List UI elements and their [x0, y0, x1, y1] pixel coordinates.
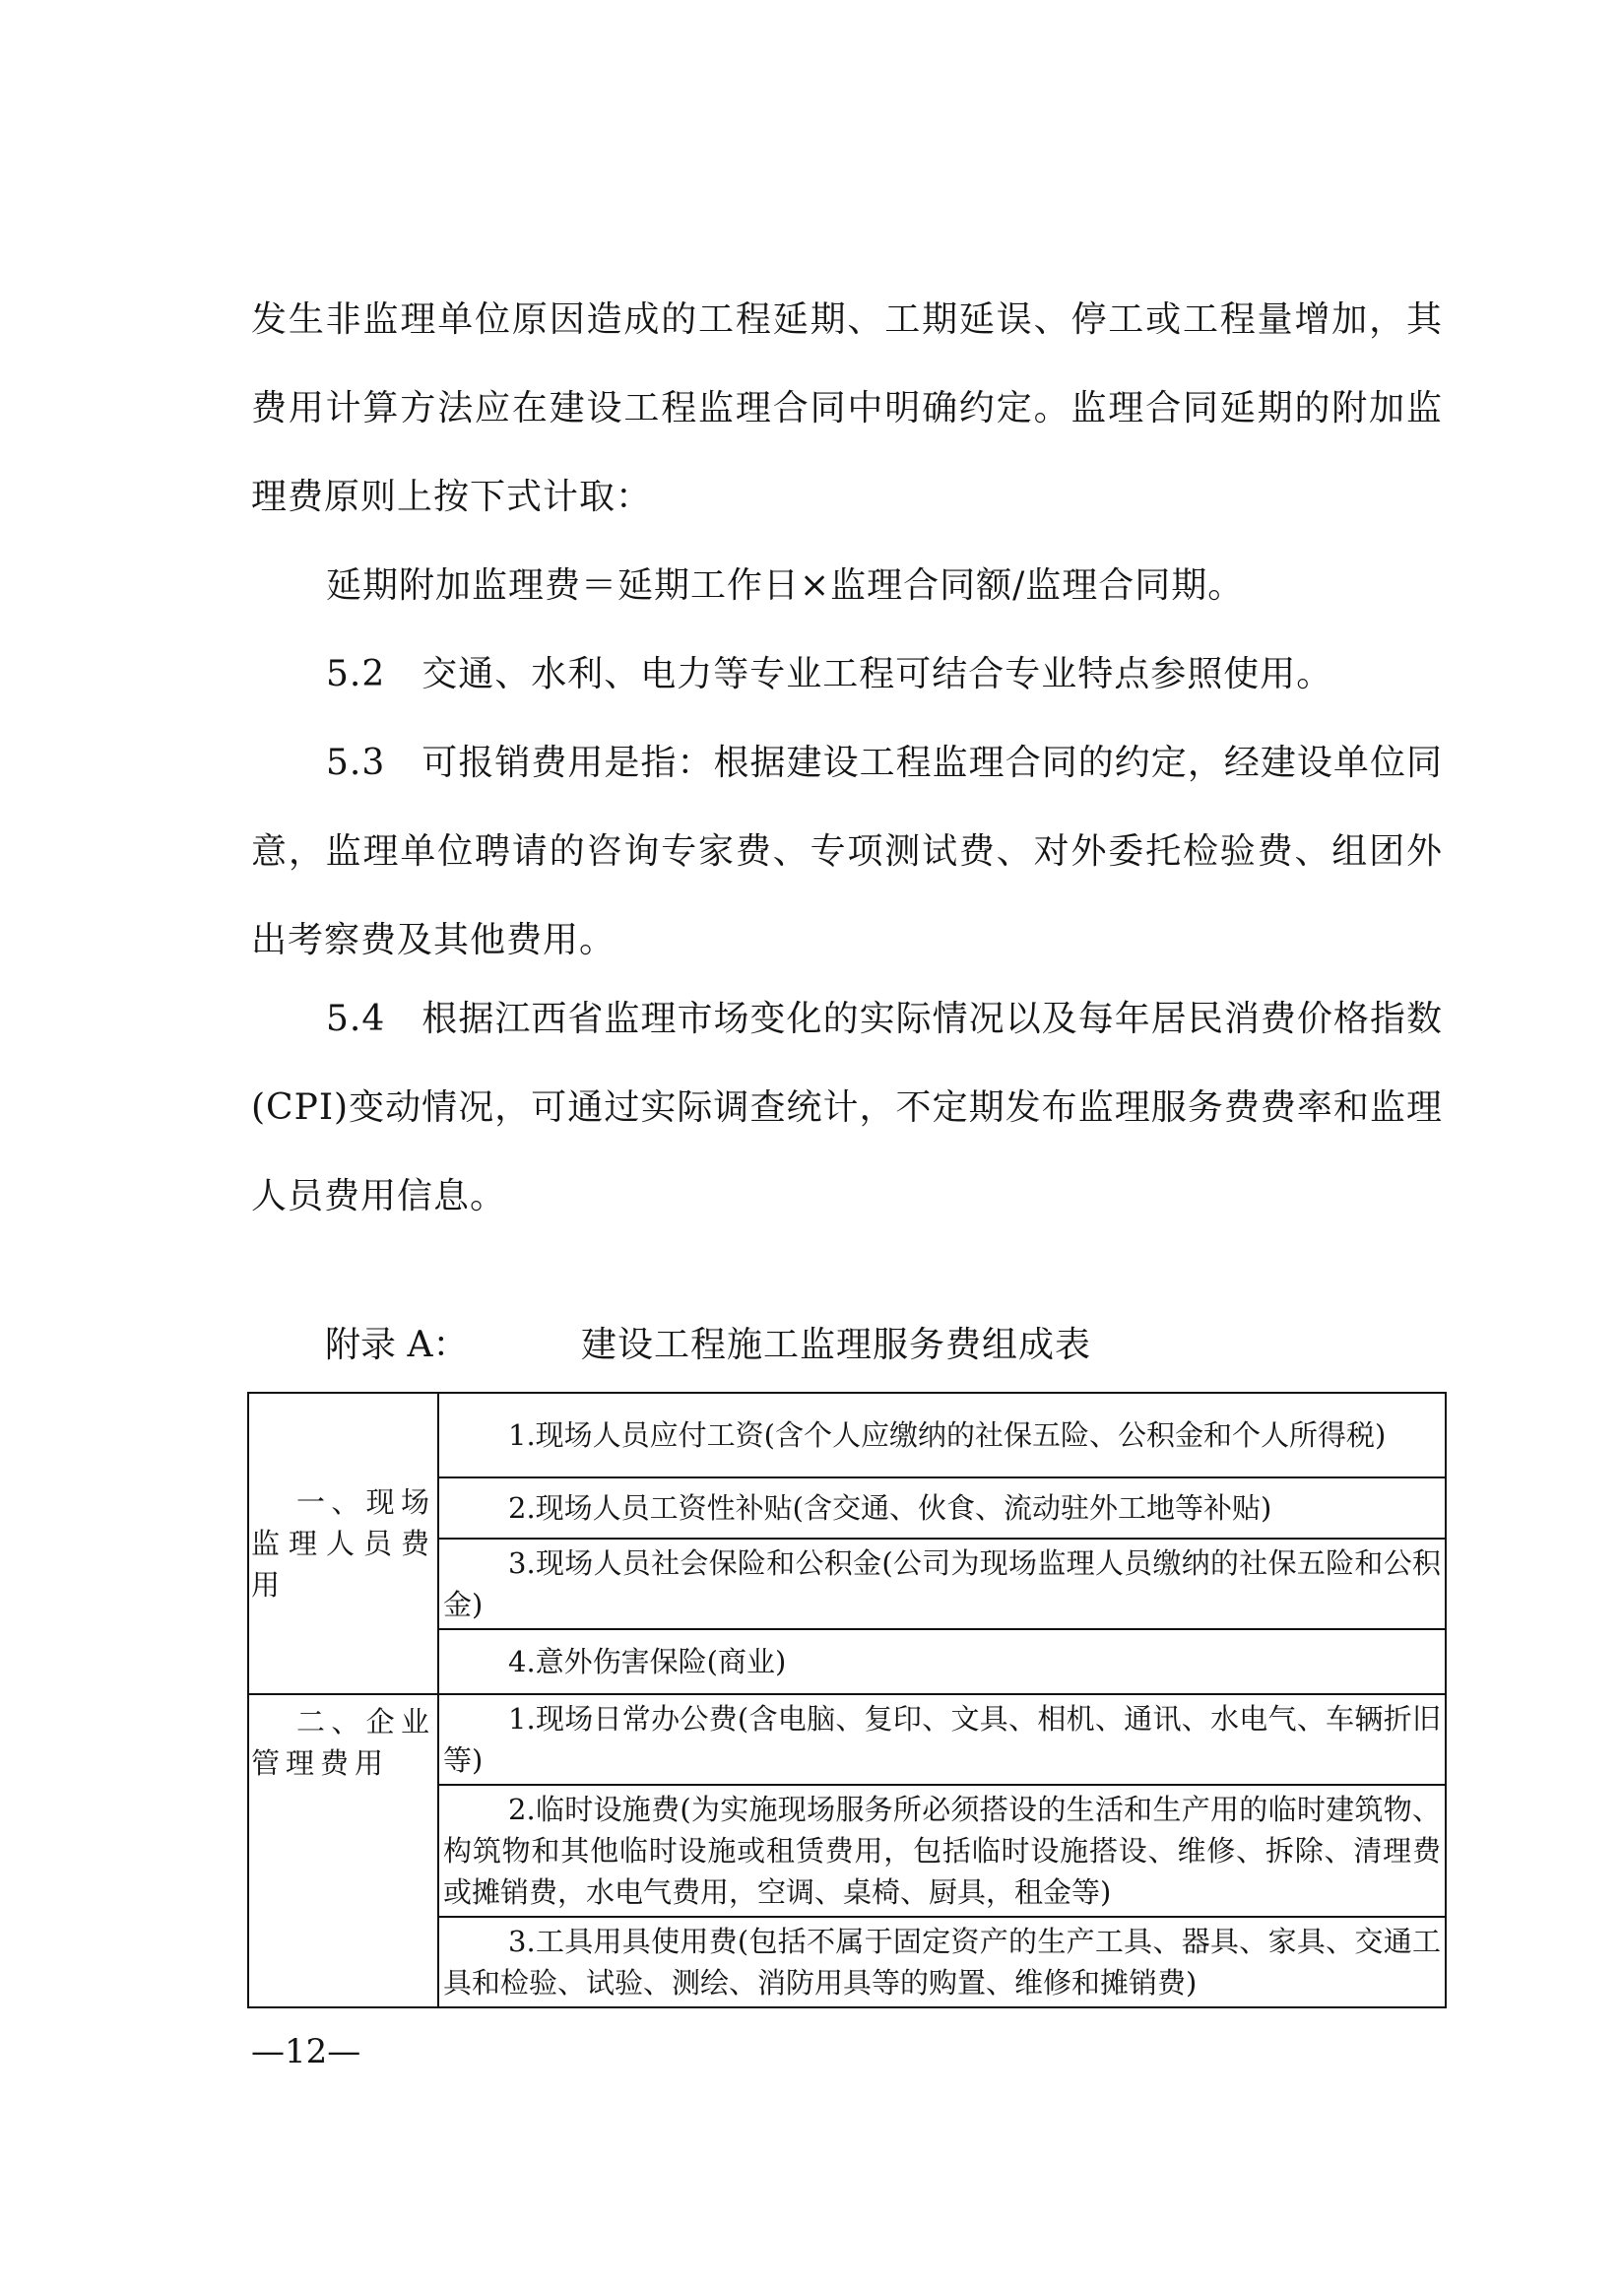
appendix-title: 建设工程施工监理服务费组成表 [581, 1325, 1092, 1365]
paragraph-delay-formula: 延期附加监理费＝延期工作日×监理合同额/监理合同期。 [326, 565, 1245, 606]
paragraph-delay-fee: 发生非监理单位原因造成的工程延期、工期延误、停工或工程量增加，其费用计算方法应在建设工程监理合同中明确约定。监理合同延期的附加监理费原则上按下式计取： [251, 299, 1443, 517]
category-cell-site-staff: 一、现场监理人员费用 [248, 1393, 438, 1694]
appendix-label: 附录 A： [325, 1325, 469, 1365]
item-cell: 3.现场人员社会保险和公积金(公司为现场监理人员缴纳的社保五险和公积金) [438, 1539, 1446, 1629]
category-cell-enterprise-management: 二、企业管理费用 [248, 1694, 438, 2007]
fee-composition-table [247, 1392, 1447, 2008]
paragraph-5-4: 5.4 根据江西省监理市场变化的实际情况以及每年居民消费价格指数(CPI)变动情况，可通过实际调查统计，不定期发布监理服务费费率和监理人员费用信息。 [251, 999, 1443, 1216]
paragraph-5-3: 5.3 可报销费用是指：根据建设工程监理合同的约定，经建设单位同意，监理单位聘请的咨询专家费、专项测试费、对外委托检验费、组团外出考察费及其他费用。 [251, 743, 1443, 960]
item-cell: 3.工具用具使用费(包括不属于固定资产的生产工具、器具、家具、交通工具和检验、试验、测绘、消防用具等的购置、维修和摊销费) [438, 1917, 1446, 2007]
table-row [248, 1393, 1446, 1477]
item-cell: 2.临时设施费(为实施现场服务所必须搭设的生活和生产用的临时建筑物、构筑物和其他临时设施或租赁费用，包括临时设施搭设、维修、拆除、清理费或摊销费，水电气费用，空调、桌椅、厨具，租金等) [438, 1785, 1446, 1917]
item-cell: 1.现场日常办公费(含电脑、复印、文具、相机、通讯、水电气、车辆折旧等) [438, 1694, 1446, 1785]
page-number: —12— [251, 2032, 361, 2071]
table-row [248, 1694, 1446, 1785]
item-cell: 1.现场人员应付工资(含个人应缴纳的社保五险、公积金和个人所得税) [438, 1393, 1446, 1477]
item-cell: 4.意外伤害保险(商业) [438, 1629, 1446, 1694]
paragraph-5-2: 5.2 交通、水利、电力等专业工程可结合专业特点参照使用。 [326, 654, 1333, 694]
item-cell: 2.现场人员工资性补贴(含交通、伙食、流动驻外工地等补贴) [438, 1477, 1446, 1539]
appendix-heading [325, 1316, 1091, 1375]
